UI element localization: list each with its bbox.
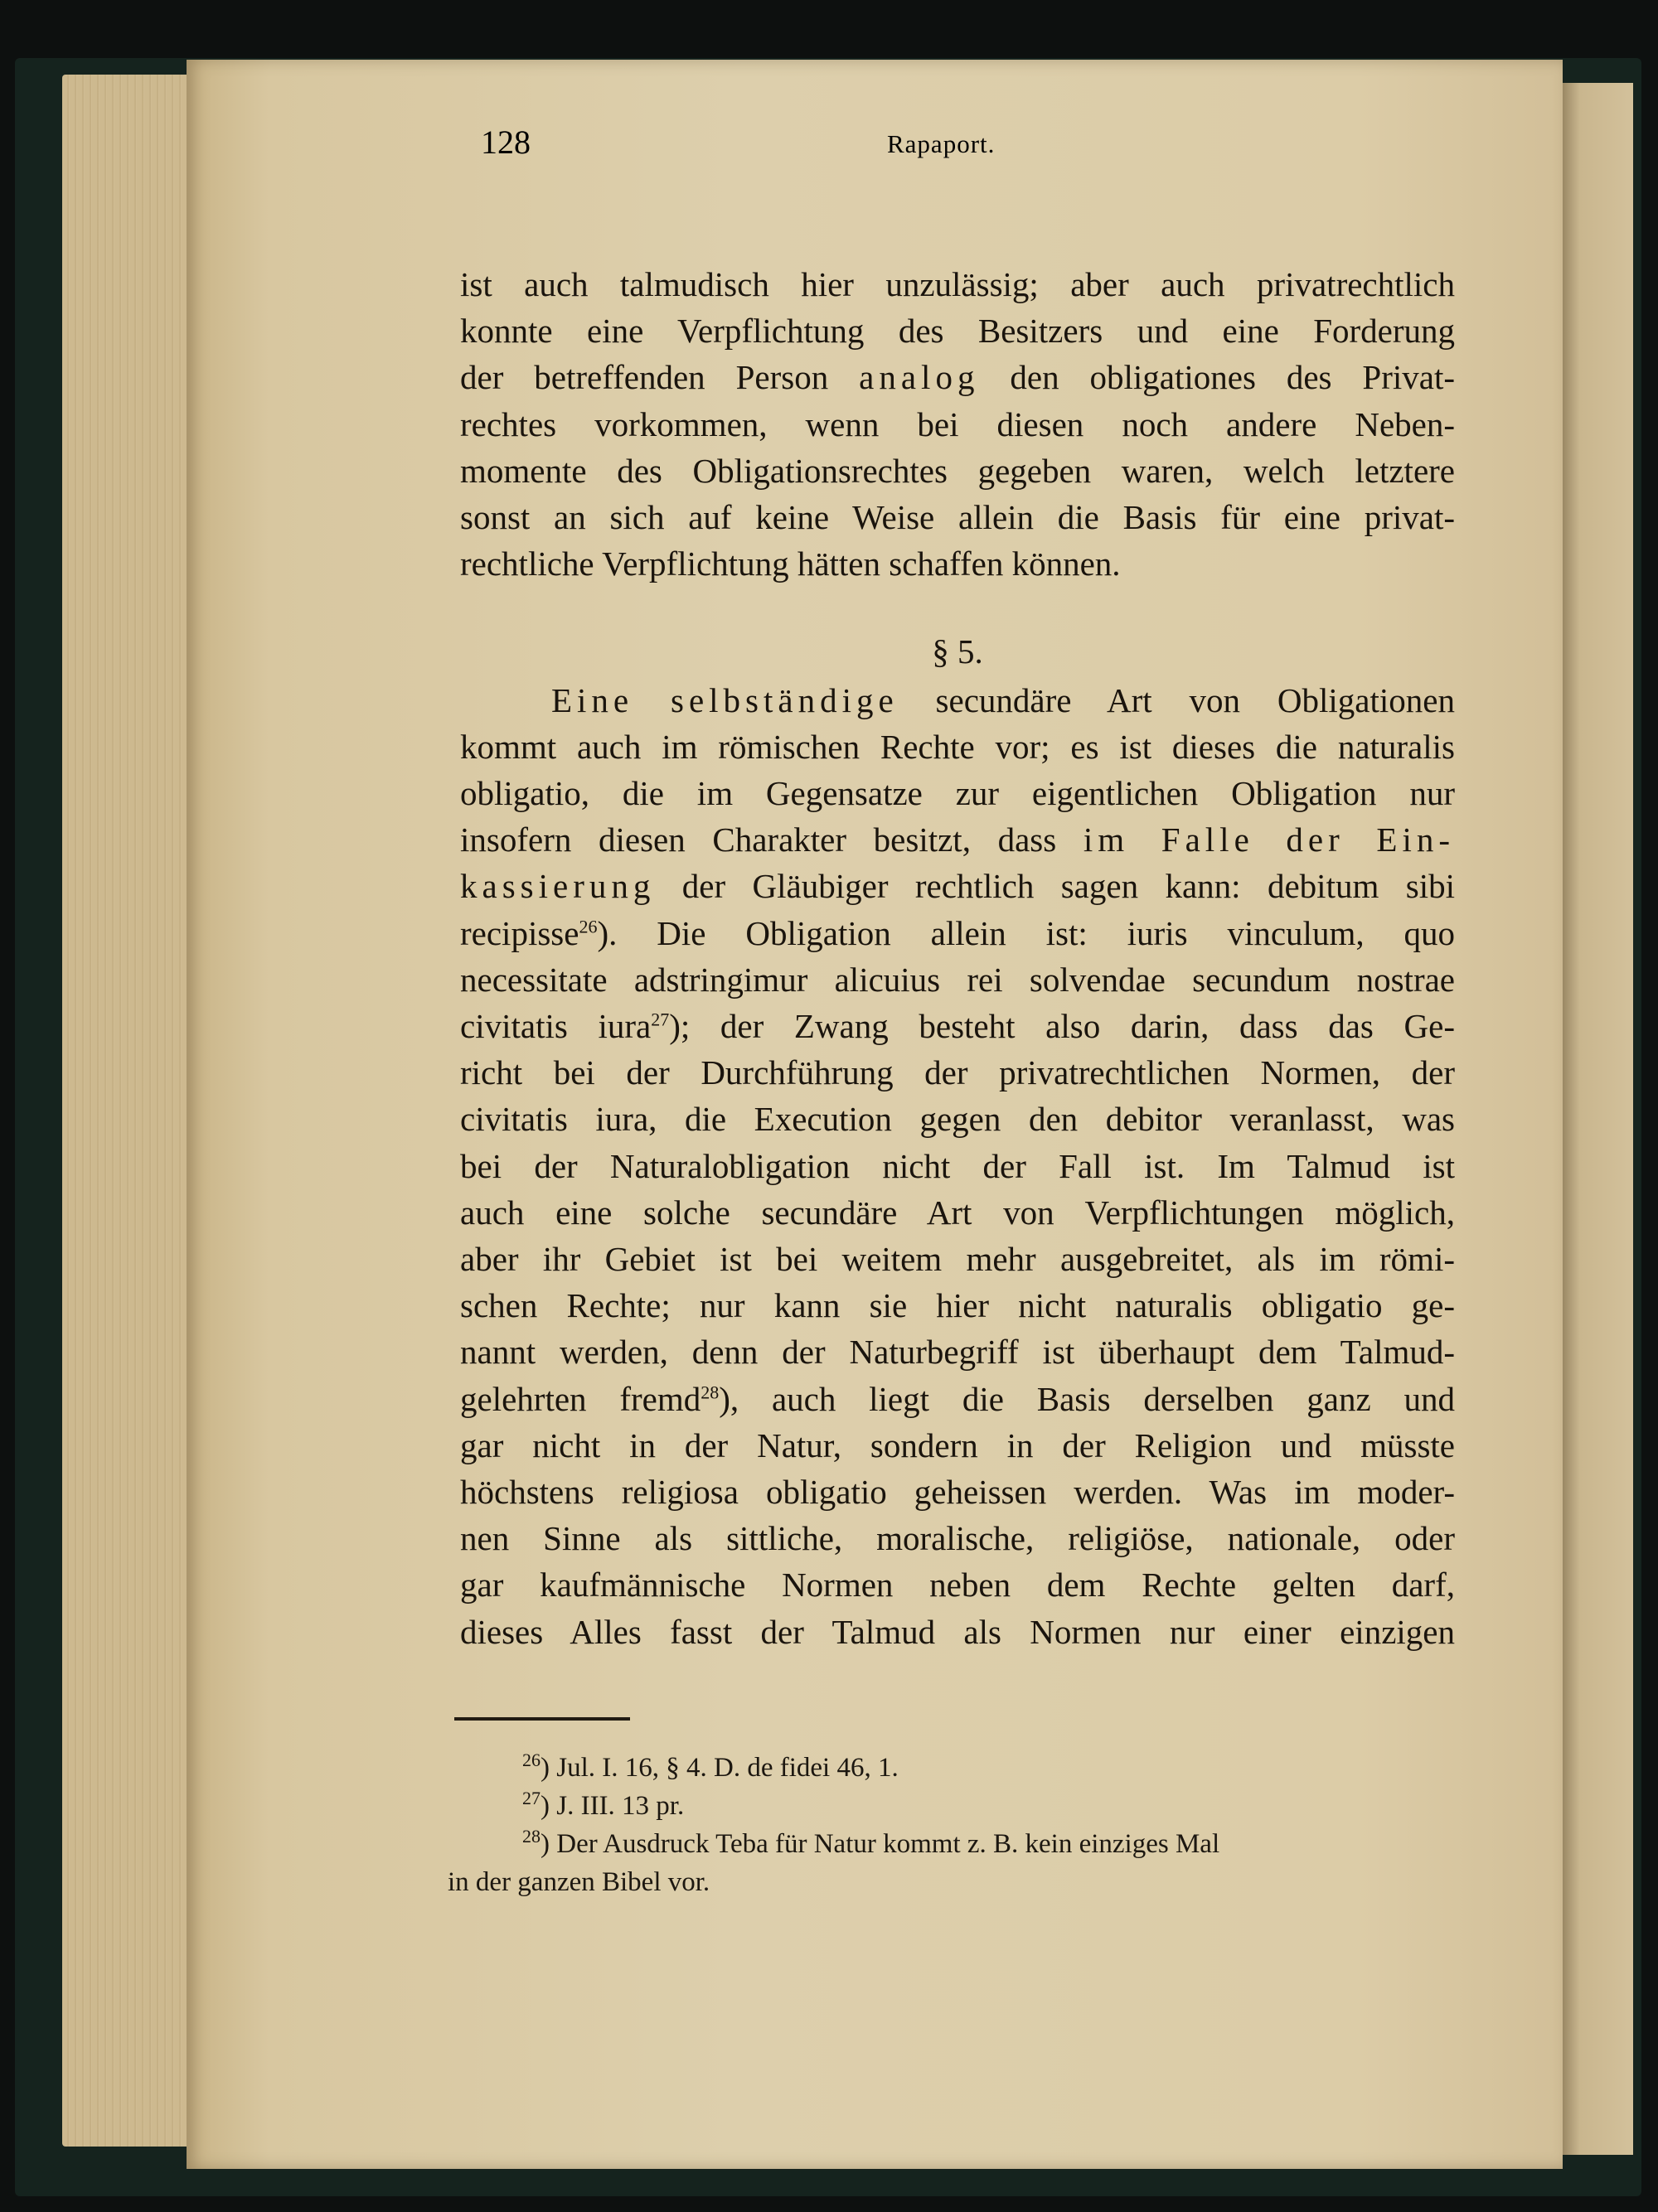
text-line: civitatis iura, die Execution gegen den debitor veranlasst, was <box>460 1100 1455 1139</box>
footnote-divider <box>454 1717 630 1721</box>
footnote: $^{27}$) J. III. 13 pr. <box>522 1788 685 1821</box>
page-header <box>294 123 1500 172</box>
text-line: insofern diesen Charakter besitzt, dass im Falle der Ein- <box>460 820 1456 859</box>
text-line: Eine selbständige secundäre Art von Obligationen <box>551 680 1455 719</box>
footnotes <box>448 1749 1447 1901</box>
text-line: civitatis iura$^{27}$); der Zwang besteht also darin, dass das Ge- <box>460 1007 1455 1046</box>
text-line: nannt werden, denn der Naturbegriff ist überhaupt dem Talmud- <box>460 1333 1455 1372</box>
text-line: kommt auch im römischen Rechte vor; es ist dieses die naturalis <box>460 727 1455 766</box>
text-line: schen Rechte; nur kann sie hier nicht naturalis obligatio ge- <box>460 1286 1455 1325</box>
emphasis: analog <box>859 358 980 397</box>
footnote-number: 27 <box>522 1788 541 1808</box>
text-line: nen Sinne als sittliche, moralische, religiöse, nationale, oder <box>460 1519 1455 1558</box>
facing-page-edge <box>1557 83 1633 2155</box>
body-text <box>460 261 1455 1655</box>
text-line: auch eine solche secundäre Art von Verpflichtungen möglich, <box>460 1193 1455 1232</box>
text-line: rechtes vorkommen, wenn bei diesen noch andere Neben- <box>460 404 1455 443</box>
emphasis: selbständige <box>671 680 899 719</box>
footnote-number: 28 <box>522 1826 541 1847</box>
text-line: momente des Obligationsrechtes gegeben waren, welch letztere <box>460 451 1455 490</box>
text-line: konnte eine Verpflichtung des Besitzers und eine Forderung <box>460 312 1455 351</box>
footnote-ref: 28 <box>701 1382 720 1403</box>
text-line: kassierung der Gläubiger rechtlich sagen kann: debitum sibi <box>460 867 1456 906</box>
footnote: $^{28}$) Der Ausdruck Teba für Natur kommt z. B. kein einziges Mal <box>522 1826 1220 1859</box>
text-line: rechtliche Verpflichtung hätten schaffen können. <box>460 545 1121 583</box>
text-line: ist auch talmudisch hier unzulässig; aber auch privatrechtlich <box>460 265 1455 303</box>
footnote-number: 26 <box>522 1750 541 1770</box>
text-line: dieses Alles fasst der Talmud als Normen nur einer einzigen <box>460 1612 1455 1651</box>
running-head: Rapaport. <box>887 129 996 158</box>
text-line: richt bei der Durchführung der privatrechtlichen Normen, der <box>460 1053 1455 1092</box>
emphasis: im Falle der Ein- <box>1083 820 1456 859</box>
footnote: $^{26}$) Jul. I. 16, § 4. D. de fidei 46, 1. <box>522 1750 899 1783</box>
text-line: recipisse$^{26}$). Die Obligation allein ist: iuris vinculum, quo <box>460 913 1455 952</box>
text-line: gar nicht in der Natur, sondern in der Religion und müsste <box>460 1425 1455 1464</box>
footnote-ref: 27 <box>651 1009 670 1030</box>
text-line: gar kaufmännische Normen neben dem Rechte gelten darf, <box>460 1566 1455 1605</box>
text-line: höchstens religiosa obligatio geheissen werden. Was im moder- <box>460 1473 1455 1512</box>
page-number: 128 <box>481 123 531 161</box>
footnote-ref: 26 <box>579 915 598 937</box>
text-line: bei der Naturalobligation nicht der Fall ist. Im Talmud ist <box>460 1146 1455 1185</box>
text-line: obligatio, die im Gegensatze zur eigentlichen Obligation nur <box>460 774 1455 813</box>
text-line: sonst an sich auf keine Weise allein die Basis für eine privat- <box>460 498 1455 537</box>
text-line: aber ihr Gebiet ist bei weitem mehr ausgebreitet, als im römi- <box>460 1240 1455 1279</box>
footnote-continuation: in der ganzen Bibel vor. <box>448 1867 710 1897</box>
emphasis: kassierung <box>460 867 656 906</box>
text-line: gelehrten fremd$^{28}$), auch liegt die Basis derselben ganz und <box>460 1379 1455 1418</box>
section-heading: § 5. <box>932 632 983 671</box>
text-line: der betreffenden Person analog den obligationes des Privat- <box>460 358 1456 397</box>
text-line: necessitate adstringimur alicuius rei solvendae secundum nostrae <box>460 960 1455 999</box>
